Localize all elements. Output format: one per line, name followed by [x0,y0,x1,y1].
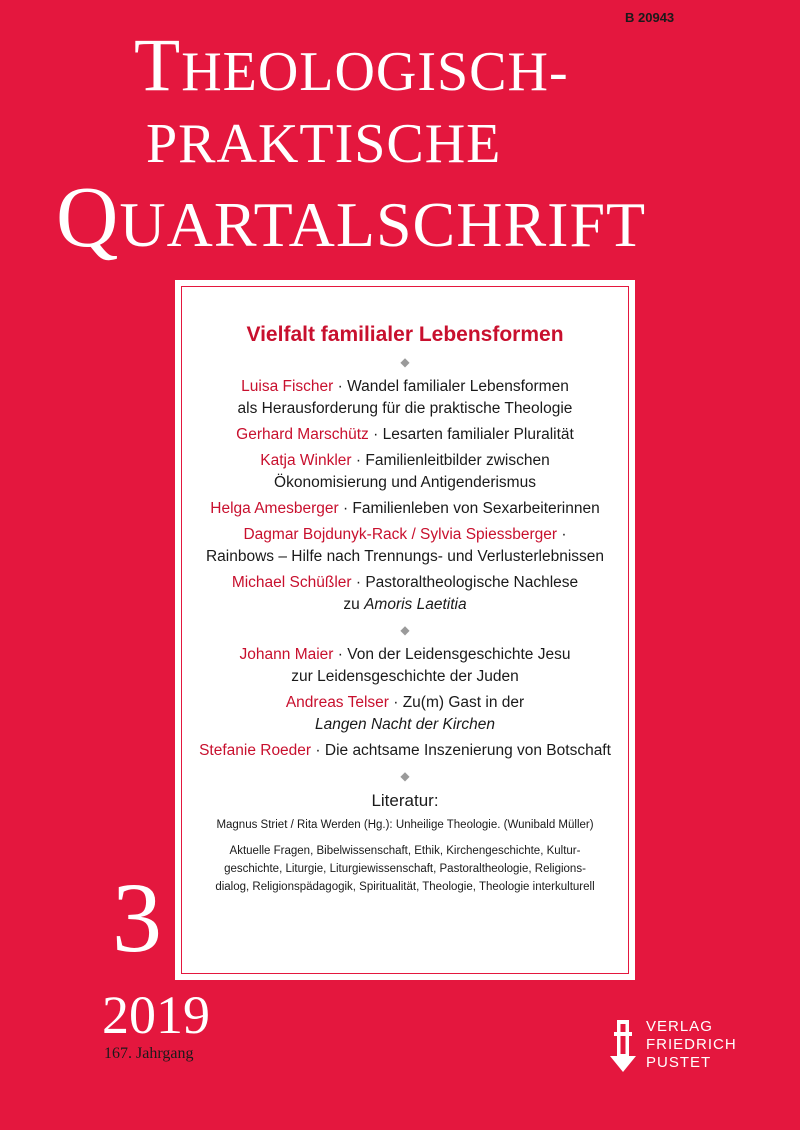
article-title-italic: Langen Nacht der Kirchen [314,716,496,733]
article-author: Dagmar Bojdunyk-Rack / Sylvia Spiessberger [243,526,558,543]
publisher-name [646,1018,737,1072]
contents-panel [175,280,635,980]
article-title-prefix: zu [343,596,365,613]
article-title-cont: Ökonomisierung und Antigenderismus [274,474,536,491]
literature-review: Magnus Striet / Rita Werden (Hg.): Unheilige Theologie. (Wunibald Müller) [216,819,594,831]
publisher-line: VERLAG [646,1018,713,1035]
publisher-line: PUSTET [646,1054,712,1071]
article-title: Zu(m) Gast in der [402,694,525,711]
separator: · [311,742,325,759]
title-line-1-rest: HEOLOGISCH- [181,41,569,103]
publisher-line: FRIEDRICH [646,1036,737,1053]
article-author: Andreas Telser [285,694,389,711]
title-line-3-rest: UARTALSCHRIFT [119,189,647,260]
volume-label: 167. Jahrgang [104,1045,194,1062]
article-title-cont: zur Leidensgeschichte der Juden [291,668,519,685]
list-item [175,572,635,616]
article-author: Stefanie Roeder [199,742,312,759]
title-line-1 [56,24,796,108]
article-title: Die achtsame Inszenierung von Botschaft [324,742,611,759]
title-line-3-initial: Q [56,169,120,265]
list-item [175,498,635,520]
list-item [175,644,635,688]
list-item [175,450,635,494]
title-line-3 [56,169,796,265]
literature-topics-line: Aktuelle Fragen, Bibelwissenschaft, Ethik, Kirchengeschichte, Kultur- [229,845,581,857]
article-author: Luisa Fischer [241,378,334,395]
article-title: Rainbows – Hilfe nach Trennungs- und Verlusterlebnissen [205,548,605,565]
article-title-cont: als Herausforderung für die praktische Theologie [237,400,573,417]
diamond-divider-icon: ◆ [400,623,410,637]
article-author: Gerhard Marschütz [236,426,369,443]
article-title-italic: Amoris Laetitia [364,596,467,613]
separator: · [338,500,353,517]
issue-year: 2019 [102,985,210,1045]
issue-number: 3 [112,862,162,973]
list-item [175,692,635,736]
list-item [175,376,635,420]
article-title: Von der Leidensgeschichte Jesu [347,646,571,663]
article-title: Wandel familialer Lebensformen [347,378,569,395]
separator: · [351,452,366,469]
journal-title [56,24,796,265]
separator: · [333,646,348,663]
literature-topics-line: geschichte, Liturgie, Liturgiewissenschaft, Pastoraltheologie, Religions- [224,863,586,875]
literature-topics [175,842,635,896]
diamond-divider-icon: ◆ [400,769,410,783]
article-title: Familienleitbilder zwischen [365,452,550,469]
article-author: Johann Maier [239,646,334,663]
literature-heading: Literatur: [371,791,439,810]
literature-topics-line: dialog, Religionspädagogik, Spiritualität, Theologie, Theologie interkulturell [215,881,595,893]
article-author: Helga Amesberger [210,500,339,517]
title-line-1-initial: T [134,24,182,107]
title-line-2: PRAKTISCHE [146,113,502,175]
list-item [175,524,635,568]
registration-code: B 20943 [625,10,675,25]
separator: · [333,378,348,395]
list-item [175,424,635,446]
article-title: Pastoraltheologische Nachlese [365,574,579,591]
article-title: Familienleben von Sexarbeiterinnen [352,500,600,517]
article-author: Katja Winkler [260,452,352,469]
separator: · [368,426,383,443]
diamond-divider-icon: ◆ [400,355,410,369]
article-title: Lesarten familialer Pluralität [382,426,574,443]
separator: · [557,526,567,543]
article-author: Michael Schüßler [231,574,352,591]
separator: · [351,574,366,591]
list-item [175,740,635,762]
issue-theme: Vielfalt familialer Lebensformen [246,323,564,346]
separator: · [388,694,403,711]
publisher-block [606,1016,756,1076]
contents-list [175,322,635,900]
pustet-logo-icon [606,1016,640,1076]
